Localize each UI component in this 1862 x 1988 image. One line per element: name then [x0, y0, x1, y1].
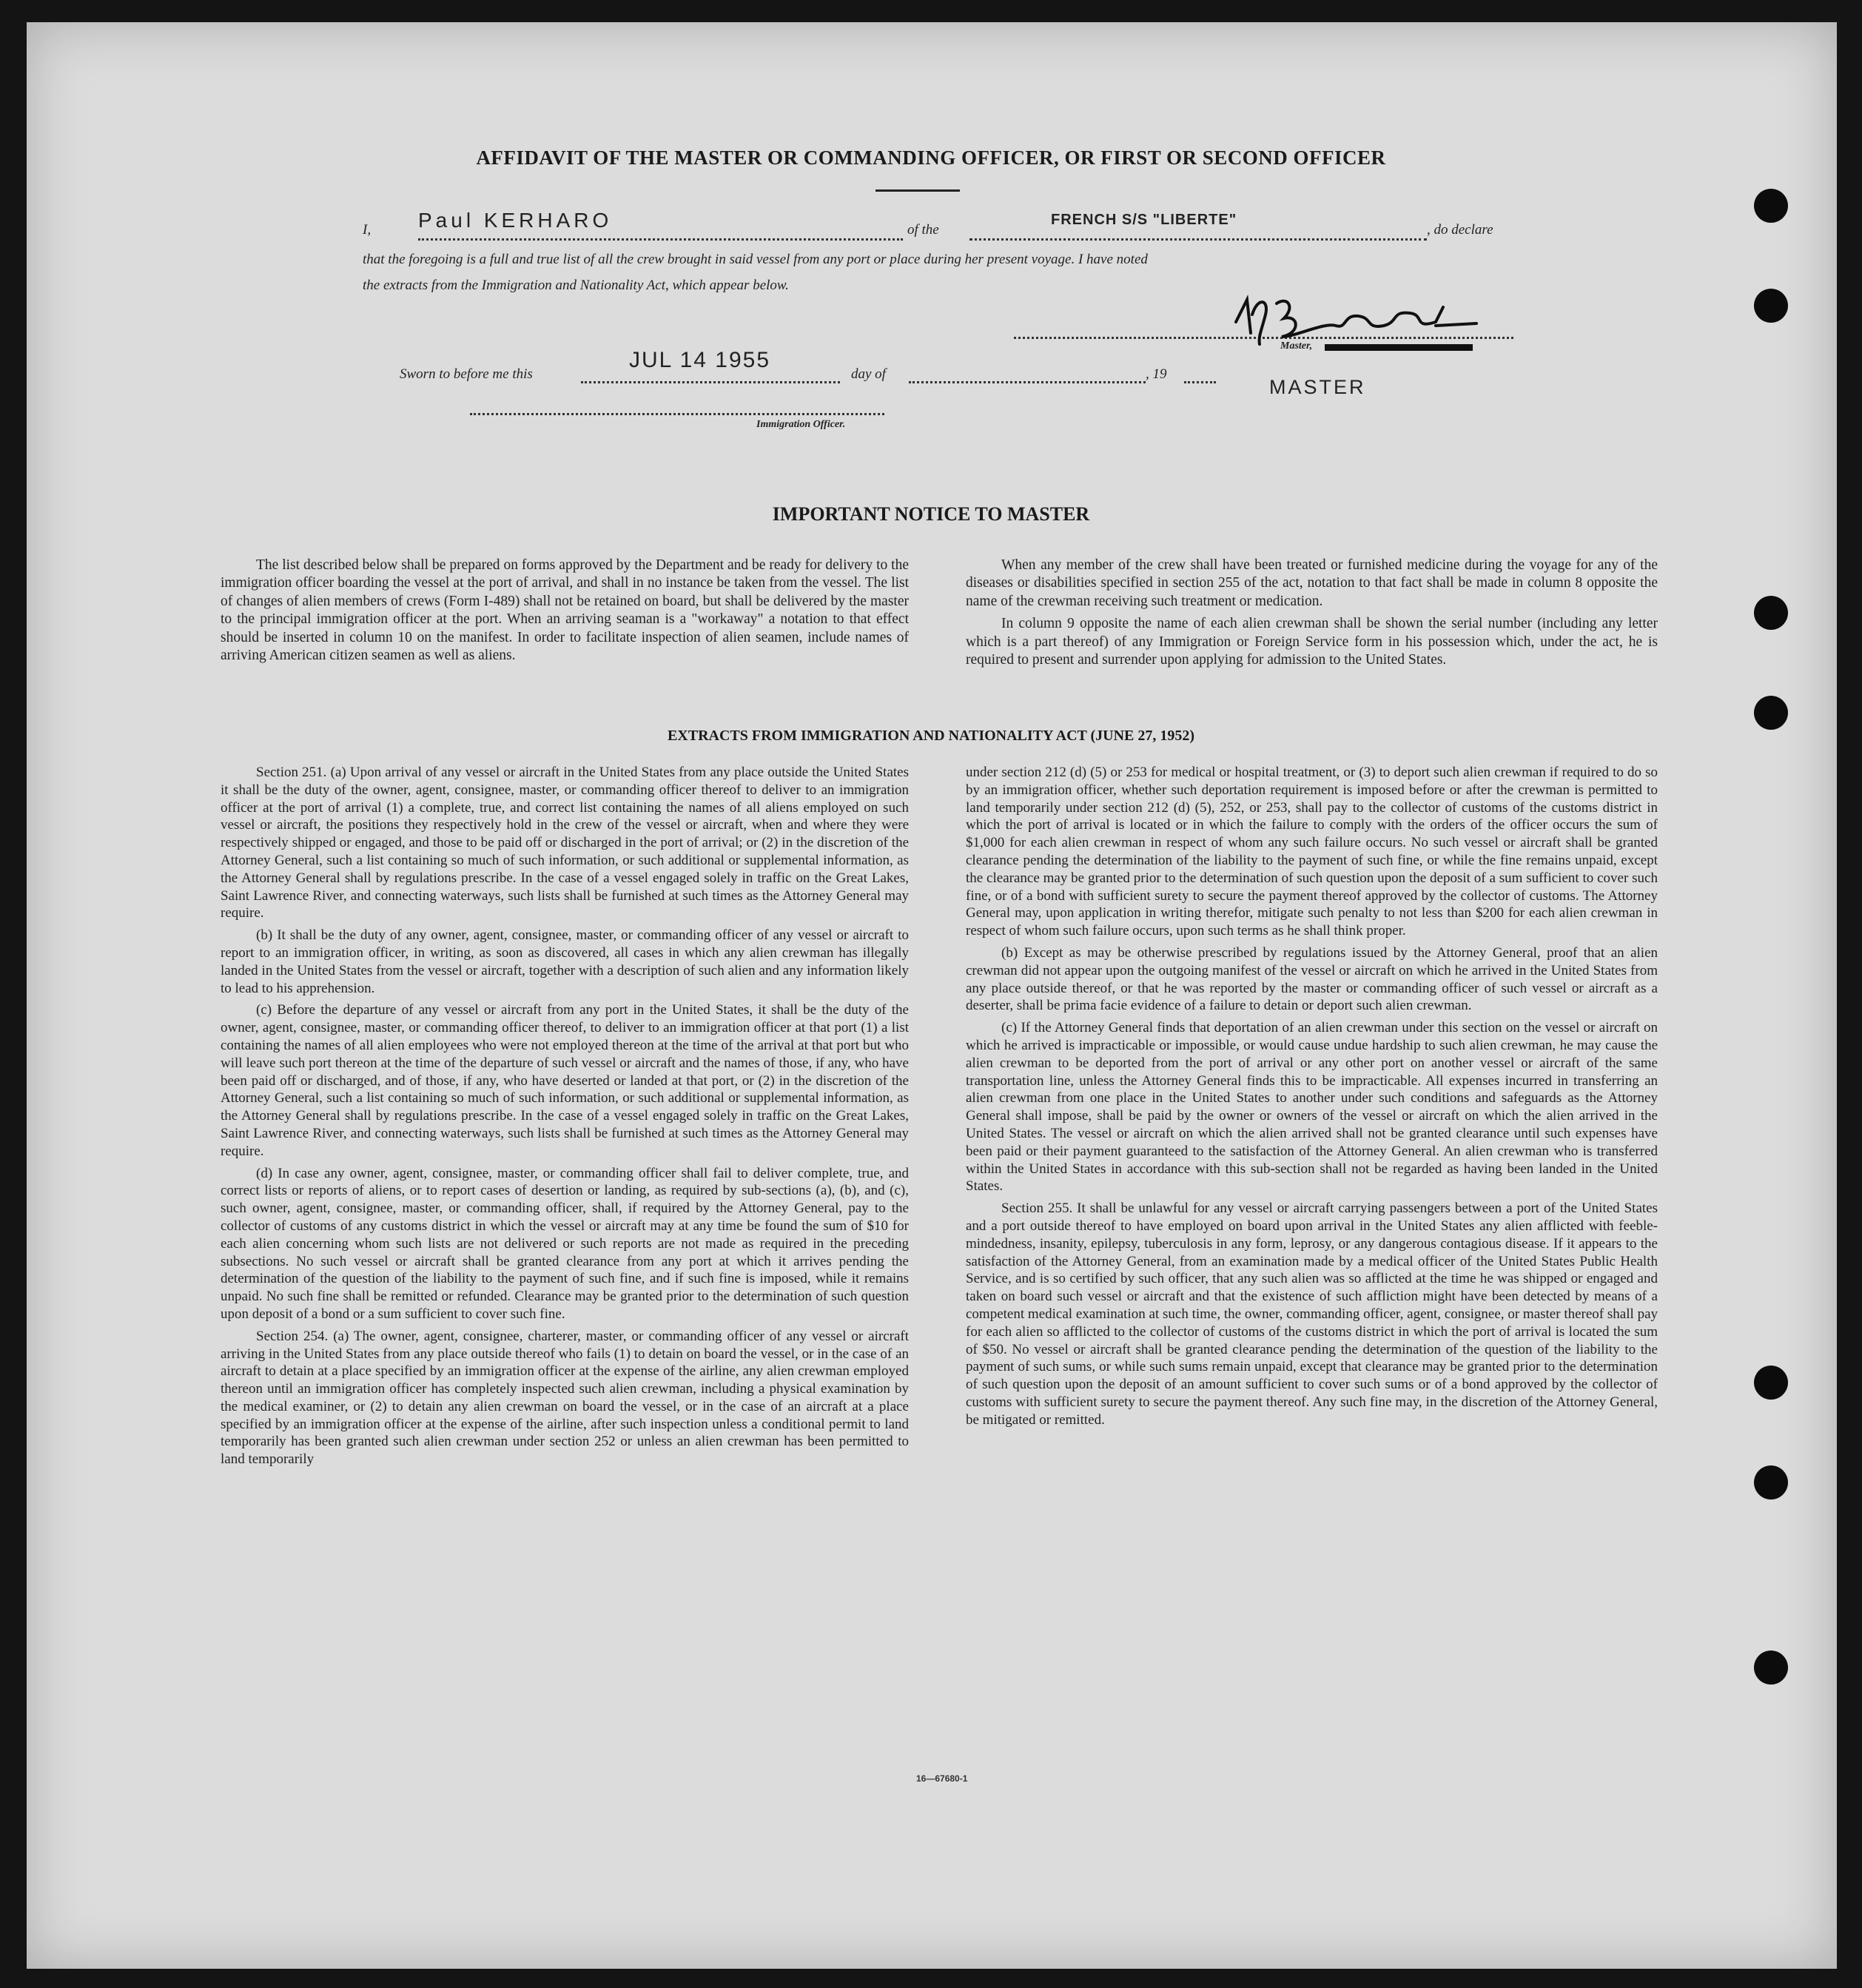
do-declare-label: , do declare: [1427, 222, 1493, 238]
vessel-name-line: [969, 238, 1427, 241]
notice-right-paragraph-2: In column 9 opposite the name of each alien crewman shall be shown the serial number (including any letter which is a part thereof) of any Immigration or Foreign Service form in his possession which, under the act, he is required to present and surrender upon applying for admission to the United States.: [966, 616, 1658, 668]
punch-hole: [1754, 596, 1788, 630]
i-label: I,: [363, 222, 372, 238]
notice-right-column: [966, 557, 1658, 674]
year-prefix-label: , 19: [1146, 366, 1167, 382]
master-name-field[interactable]: Paul KERHARO: [418, 209, 613, 232]
section-254b: (b) Except as may be otherwise prescribed by regulations issued by the Attorney General, proof that an alien crewman did not appear upon the outgoing manifest of the vessel or aircraft on which he arrived in the United States from any place outside thereof, or that he was reported by the master or commanding officer of such vessel or aircraft as a deserter, shall be prima facie evidence of a failure to detain or deport such alien crewman.: [966, 944, 1658, 1014]
day-of-label: day of: [851, 366, 886, 382]
of-the-label: of the: [907, 222, 939, 238]
notice-left-column: [221, 557, 909, 669]
sworn-date-line: [581, 381, 840, 383]
punch-hole: [1754, 1650, 1788, 1685]
notice-left-paragraph: The list described below shall be prepared on forms approved by the Department and be ready for delivery to the immigration officer boarding the vessel at the port of arrival, and shall in no instance be taken from the vessel. The list of changes of alien members of crews (Form I-489) shall not be retained on board, but shall be delivered by the master to the principal immigration officer at the port. When an arriving seaman is a "workaway" a notation to that effect should be inserted in column 10 on the manifest. In order to facilitate inspection of alien seamen, include names of arriving American citizen seamen as well as aliens.: [221, 557, 909, 664]
form-code: 16—67680-1: [916, 1773, 968, 1784]
section-254a: Section 254. (a) The owner, agent, consignee, charterer, master, or commanding officer of any vessel or aircraft arriving in the United States from any place outside thereof who fails (1) to detain on board the vessel, or in the case of an aircraft to detain at a place specified by an immigration officer at the expense of the airline, any alien crewman employed thereon until an immigration officer has completely inspected such alien crewman, including a physical examination by the medical examiner, or (2) to detain any alien crewman on board the vessel, or in the case of an aircraft at a place specified by an immigration officer at the expense of the airline, after such inspection unless a conditional permit to land temporarily has been granted such alien crewman under section 252 or unless an alien crewman has been permitted to land temporarily: [221, 1328, 909, 1468]
section-254c: (c) If the Attorney General finds that deportation of an alien crewman under this section on the vessel or aircraft on which he arrived is impracticable or impossible, or would cause undue hardship to such alien crewman, he may cause the alien crewman to be deported from the port of arrival or any other port on another vessel or aircraft of the same transportation line, unless the Attorney General finds this to be impracticable. All expenses incurred in transferring an alien crewman from one place in the United States to another under such conditions and safeguards as the Attorney General shall impose, shall be paid by the owner or owners of the vessel or aircraft on which the alien arrived in the United States. The vessel or aircraft on which the alien arrived shall not be granted clearance until such expenses have been paid or their payment guaranteed to the satisfaction of the Attorney General. An alien crewman who is transferred within the United States in accordance with this sub-section shall not be regarded as having been landed in the United States.: [966, 1020, 1658, 1195]
extracts-right-column: [966, 764, 1658, 1433]
struck-text-bar: [1325, 344, 1473, 351]
affidavit-title: AFFIDAVIT OF THE MASTER OR COMMANDING OFFICER, OR FIRST OR SECOND OFFICER: [476, 147, 1386, 169]
year-line: [1184, 381, 1216, 383]
title-rule: [875, 189, 960, 192]
master-caption: Master,: [1280, 340, 1313, 352]
declaration-line-2: the extracts from the Immigration and Nationality Act, which appear below.: [363, 278, 789, 293]
section-255: Section 255. It shall be unlawful for any vessel or aircraft carrying passengers between a port of the United States and a port outside thereof to have employed on board upon arrival in the United States any alien afflicted with feeble-mindedness, insanity, epilepsy, tuberculosis in any form, leprosy, or any dangerous contagious disease. If it appears to the satisfaction of the Attorney General, from an examination made by a medical officer of the United States Public Health Service, and is so certified by such officer, that any such alien was so afflicted at the time he was shipped or engaged and taken on board such vessel or aircraft and that the existence of such affliction might have been detected by means of a competent medical examination at such time, the owner, commanding officer, agent, consignee, or master thereof shall pay for each alien so afflicted to the collector of customs of the customs district in which the port of arrival is located the sum of $50. No vessel or aircraft shall be granted clearance pending the determination of the question of the liability to the payment of such sums, or while such sums remain unpaid, except that clearance may be granted prior to the determination of such question upon the deposit of an amount sufficient to cover such sums or of a bond approved by the collector of customs with sufficient surety to secure the payment thereof. Any such fine may, in the discretion of the Attorney General, be mitigated or remitted.: [966, 1200, 1658, 1428]
master-name-line: [418, 238, 903, 241]
section-254a-continued: under section 212 (d) (5) or 253 for medical or hospital treatment, or (3) to deport such alien crewman if required to do so by an immigration officer, whether such deportation requirement is imposed before or after the crewman is permitted to land temporarily under section 212 (d) (5), 252, or 253, shall pay to the collector of customs of the customs district in which the port of arrival is located or in which the failure to comply with the orders of the officer occurs the sum of $1,000 for each alien crewman in respect of whom any such failure occurs. No such vessel or aircraft shall be granted clearance pending the determination of the liability to the payment of such fine, or while the fine remains unpaid, except the clearance may be granted prior to the determination of such question upon the deposit of a sum sufficient to cover such fine, or of a bond with sufficient surety to secure the payment thereof approved by the collector of customs. The Attorney General may, upon application in writing therefor, mitigate such penalty to not less than $200 for each alien crewman in respect of whom such failure occurs, upon such terms as he shall think proper.: [966, 765, 1658, 939]
declaration-line-1: that the foregoing is a full and true list of all the crew brought in said vessel from any port or place during her present voyage. I have noted: [363, 252, 1148, 267]
vessel-name-field[interactable]: FRENCH S/S "LIBERTE": [1051, 212, 1237, 228]
section-251c: (c) Before the departure of any vessel or aircraft from any port in the United States, it shall be the duty of the owner, agent, consignee, master, or commanding officer thereof, to deliver to an immigration officer at that port (1) a list containing the names of all alien employees who were not employed thereon at the time of the arrival at that port but who will leave such port thereon at the time of the departure of such vessel or aircraft and the names of those, if any, who have been paid off or discharged, and of those, if any, who have deserted or landed at that port, or (2) in the discretion of the Attorney General, such a list containing so much of such information, or such additional or supplemental information, as the Attorney General shall by regulations prescribe. In the case of a vessel engaged solely in traffic on the Great Lakes, Saint Lawrence River, and connecting waterways, such lists shall be furnished at such times as the Attorney General may require.: [221, 1002, 909, 1159]
punch-hole: [1754, 189, 1788, 223]
extracts-heading: EXTRACTS FROM IMMIGRATION AND NATIONALITY ACT (JUNE 27, 1952): [667, 728, 1195, 744]
punch-hole: [1754, 289, 1788, 323]
notice-heading: IMPORTANT NOTICE TO MASTER: [772, 503, 1090, 525]
notice-right-paragraph-1: When any member of the crew shall have been treated or furnished medicine during the voyage for any of the diseases or disabilities specified in section 255 of the act, notation to that fact shall be made in column 8 opposite the name of the crewman receiving such treatment or medication.: [966, 557, 1658, 609]
day-of-line: [909, 381, 1146, 383]
master-signature: [1214, 292, 1495, 370]
immigration-officer-caption: Immigration Officer.: [756, 419, 846, 430]
sworn-date-stamp: JUL 14 1955: [629, 348, 771, 372]
section-251d: (d) In case any owner, agent, consignee, master, or commanding officer shall fail to deliver complete, true, and correct lists or reports of aliens, or to report cases of desertion or landing, as required by sub-sections (a), (b), and (c), such owner, agent, consignee, master, or commanding officer, shall, if required by the Attorney General, pay to the collector of customs of any customs district in which the vessel or aircraft may at any time be found the sum of $10 for each alien concerning whom such lists are not delivered or such reports are not made as required in the preceding subsections. No such vessel or aircraft shall be granted clearance from any port at which it arrives pending the determination of the question of the liability to the payment of such fine, and if such fine is imposed, while it remains unpaid. No such fine shall be remitted or refunded. Clearance may be granted prior to the determination of such question upon deposit of a bond or a sum sufficient to cover such fine.: [221, 1165, 909, 1322]
punch-hole: [1754, 1465, 1788, 1500]
section-251a: Section 251. (a) Upon arrival of any vessel or aircraft in the United States from any place outside the United States it shall be the duty of the owner, agent, consignee, master, or commanding officer thereof to deliver to an immigration officer at the port of arrival (1) a complete, true, and correct list containing the names of all aliens employed on such vessel or aircraft, the positions they respectively hold in the crew of the vessel or aircraft, when and where they were respectively shipped or engaged, and those to be paid off or discharged in the port of arrival; or (2) in the discretion of the Attorney General, such a list containing so much of such information, or such additional or supplemental information, as the Attorney General shall by regulations prescribe. In the case of a vessel engaged solely in traffic on the Great Lakes, Saint Lawrence River, and connecting waterways, such lists shall be furnished at such times as the Attorney General may require.: [221, 765, 909, 921]
sworn-label: Sworn to before me this: [400, 366, 533, 382]
punch-hole: [1754, 696, 1788, 730]
master-stamp: MASTER: [1269, 376, 1366, 398]
section-251b: (b) It shall be the duty of any owner, agent, consignee, master, or commanding officer of any vessel or aircraft to report to an immigration officer, in writing, as soon as discovered, all cases in which any alien crewman has illegally landed in the United States from the vessel or aircraft, together with a description of such alien and any information likely to lead to his apprehension.: [221, 927, 909, 996]
immigration-officer-line: [470, 413, 884, 415]
punch-hole: [1754, 1366, 1788, 1400]
extracts-left-column: [221, 764, 909, 1473]
